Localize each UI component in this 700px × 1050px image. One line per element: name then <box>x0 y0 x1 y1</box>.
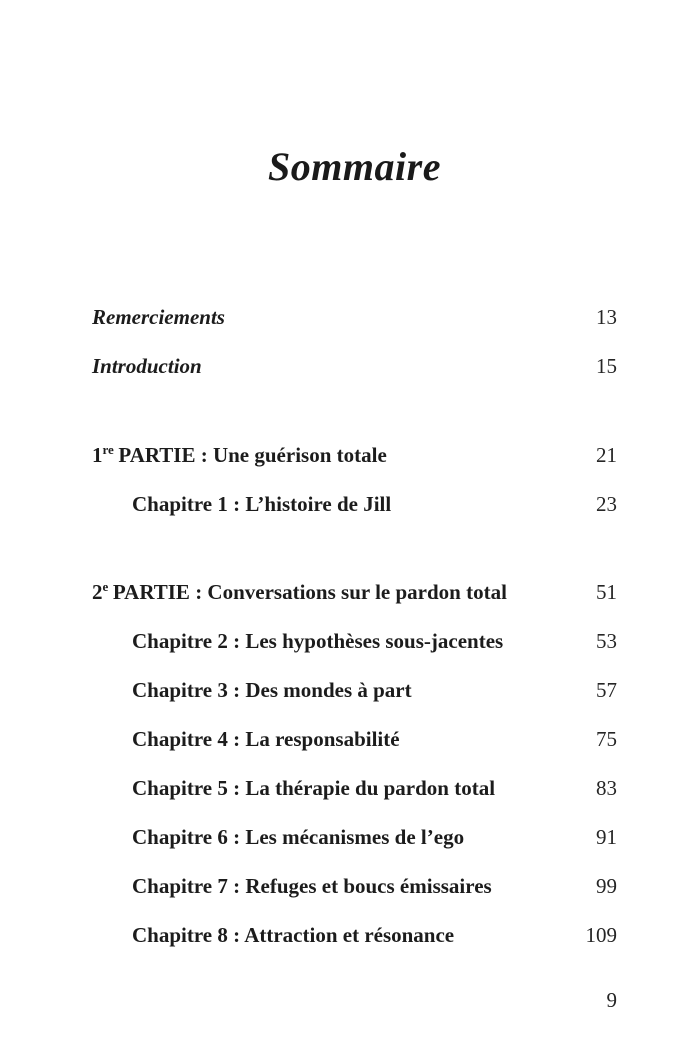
toc-entry-label: Chapitre 8 : Attraction et résonance <box>132 923 455 947</box>
toc-entry-label: Remerciements <box>92 305 225 329</box>
toc-entry-page: 21 <box>596 443 617 467</box>
toc-entry-chapter-8 <box>92 922 617 948</box>
toc-entry-page: 91 <box>596 825 617 849</box>
toc-entry-page: 57 <box>596 678 617 702</box>
toc-entry-label: Chapitre 7 : Refuges et boucs émissaires <box>132 874 492 898</box>
toc-entry-label: Chapitre 5 : La thérapie du pardon total <box>132 776 496 800</box>
toc-entry-part-1 <box>92 442 617 468</box>
toc-entry-chapter-6 <box>92 824 617 850</box>
part-title: PARTIE : Une guérison totale <box>118 443 387 467</box>
page-title: Sommaire <box>268 144 441 189</box>
toc-entry-chapter-7 <box>92 873 617 899</box>
toc-entry-label: Introduction <box>92 354 202 378</box>
toc-entry-page: 51 <box>596 580 617 604</box>
toc-entry-page: 13 <box>596 305 617 329</box>
toc-entry-part-2 <box>92 579 617 605</box>
toc-entry-chapter-4 <box>92 726 617 752</box>
toc-entry-page: 99 <box>596 874 617 898</box>
toc-part-label <box>92 442 387 468</box>
toc-entry-introduction <box>92 353 617 379</box>
toc-entry-label: Chapitre 2 : Les hypothèses sous-jacentes <box>132 629 504 653</box>
toc-entry-chapter-2 <box>92 628 617 654</box>
toc-entry-page: 83 <box>596 776 617 800</box>
toc-entry-label: Chapitre 4 : La responsabilité <box>132 727 400 751</box>
table-of-contents <box>92 304 617 948</box>
toc-entry-page: 53 <box>596 629 617 653</box>
toc-entry-label: Chapitre 3 : Des mondes à part <box>132 678 412 702</box>
toc-entry-page: 75 <box>596 727 617 751</box>
toc-entry-page: 15 <box>596 354 617 378</box>
toc-entry-remerciements <box>92 304 617 330</box>
page-number: 9 <box>606 988 617 1012</box>
toc-entry-chapter-1 <box>92 491 617 517</box>
part-title: PARTIE : Conversations sur le pardon total <box>112 580 507 604</box>
toc-entry-page: 23 <box>596 492 617 516</box>
toc-entry-page: 109 <box>585 923 617 947</box>
part-number: 1 <box>92 443 103 467</box>
part-ordinal: e <box>102 579 109 594</box>
part-ordinal: re <box>102 442 114 457</box>
toc-entry-label: Chapitre 6 : Les mécanismes de l’ego <box>132 825 465 849</box>
part-number: 2 <box>92 580 103 604</box>
toc-entry-label: Chapitre 1 : L’histoire de Jill <box>132 492 392 516</box>
toc-part-label <box>92 579 507 605</box>
toc-entry-chapter-5 <box>92 775 617 801</box>
toc-entry-chapter-3 <box>92 677 617 703</box>
